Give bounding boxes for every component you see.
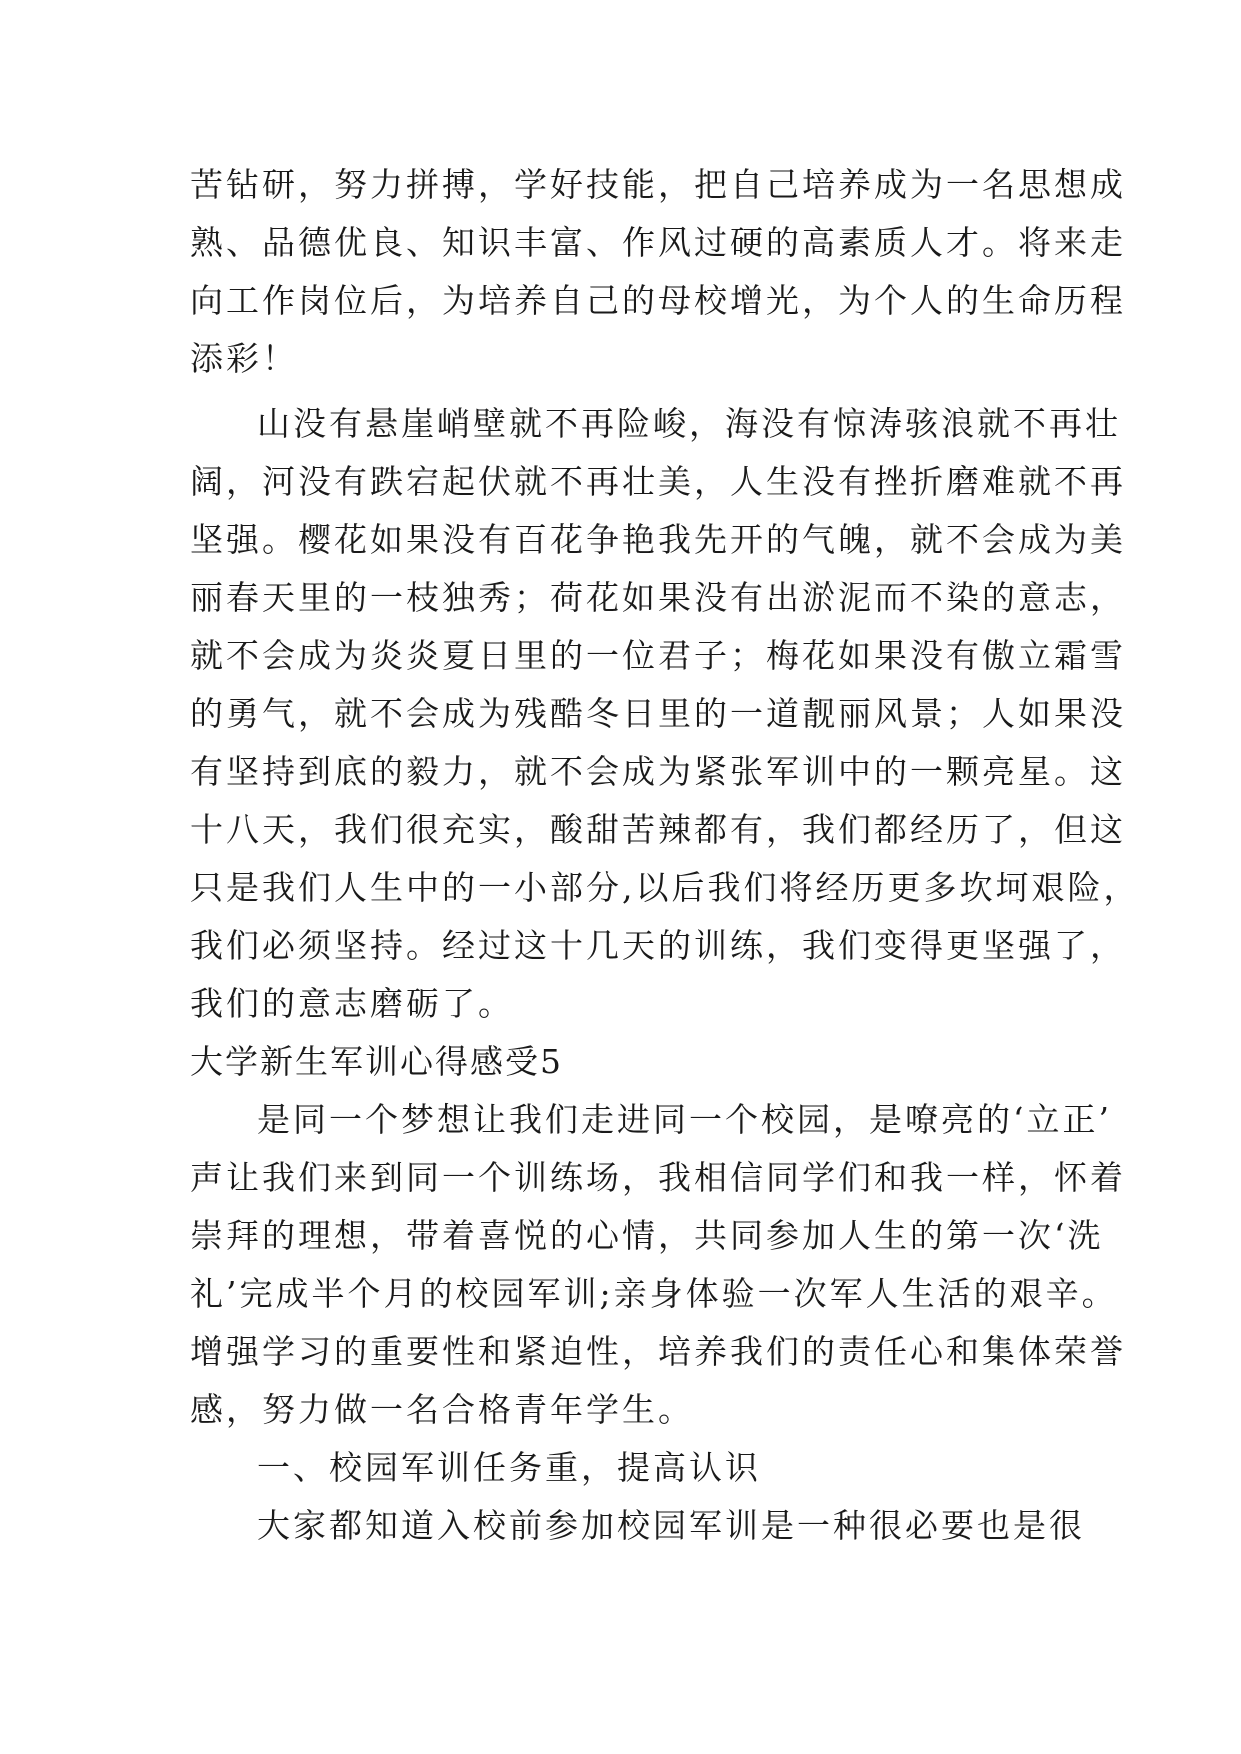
paragraph-line: 添彩！ [190, 339, 298, 378]
paragraph-line: 感，努力做一名合格青年学生。 [190, 1390, 694, 1429]
paragraph-line: 阔，河没有跌宕起伏就不再壮美，人生没有挫折磨难就不再 [190, 462, 1126, 501]
paragraph-line: 大家都知道入校前参加校园军训是一种很必要也是很 [257, 1506, 1085, 1545]
subsection-heading: 一、校园军训任务重，提高认识 [257, 1448, 761, 1487]
paragraph-line: 就不会成为炎炎夏日里的一位君子；梅花如果没有傲立霜雪 [190, 636, 1126, 675]
paragraph-line: 苦钻研，努力拼搏，学好技能，把自己培养成为一名思想成 [190, 165, 1126, 204]
paragraph-line: 是同一个梦想让我们走进同一个校园，是嘹亮的‘立正’ [257, 1100, 1112, 1139]
paragraph-line: 向工作岗位后，为培养自己的母校增光，为个人的生命历程 [190, 281, 1126, 320]
section-heading: 大学新生军训心得感受5 [190, 1042, 563, 1081]
paragraph-line: 我们的意志磨砺了。 [190, 984, 514, 1023]
paragraph-line: 增强学习的重要性和紧迫性，培养我们的责任心和集体荣誉 [190, 1332, 1126, 1371]
paragraph-line: 十八天，我们很充实，酸甜苦辣都有，我们都经历了，但这 [190, 810, 1126, 849]
paragraph-line: 熟、品德优良、知识丰富、作风过硬的高素质人才。将来走 [190, 223, 1126, 262]
paragraph-line: 声让我们来到同一个训练场，我相信同学们和我一样，怀着 [190, 1158, 1126, 1197]
paragraph-line: 我们必须坚持。经过这十几天的训练，我们变得更坚强了， [190, 926, 1126, 965]
paragraph-line: 丽春天里的一枝独秀；荷花如果没有出淤泥而不染的意志， [190, 578, 1126, 617]
paragraph-line: 坚强。樱花如果没有百花争艳我先开的气魄，就不会成为美 [190, 520, 1126, 559]
paragraph-line: 的勇气，就不会成为残酷冬日里的一道靓丽风景；人如果没 [190, 694, 1126, 733]
paragraph-line: 只是我们人生中的一小部分,以后我们将经历更多坎坷艰险， [190, 868, 1140, 907]
paragraph-line: 有坚持到底的毅力，就不会成为紧张军训中的一颗亮星。这 [190, 752, 1126, 791]
paragraph-line: 礼’完成半个月的校园军训;亲身体验一次军人生活的艰辛。 [190, 1274, 1118, 1313]
paragraph-line: 崇拜的理想，带着喜悦的心情，共同参加人生的第一次‘洗 [190, 1216, 1104, 1255]
paragraph-line: 山没有悬崖峭壁就不再险峻，海没有惊涛骇浪就不再壮 [257, 404, 1121, 443]
